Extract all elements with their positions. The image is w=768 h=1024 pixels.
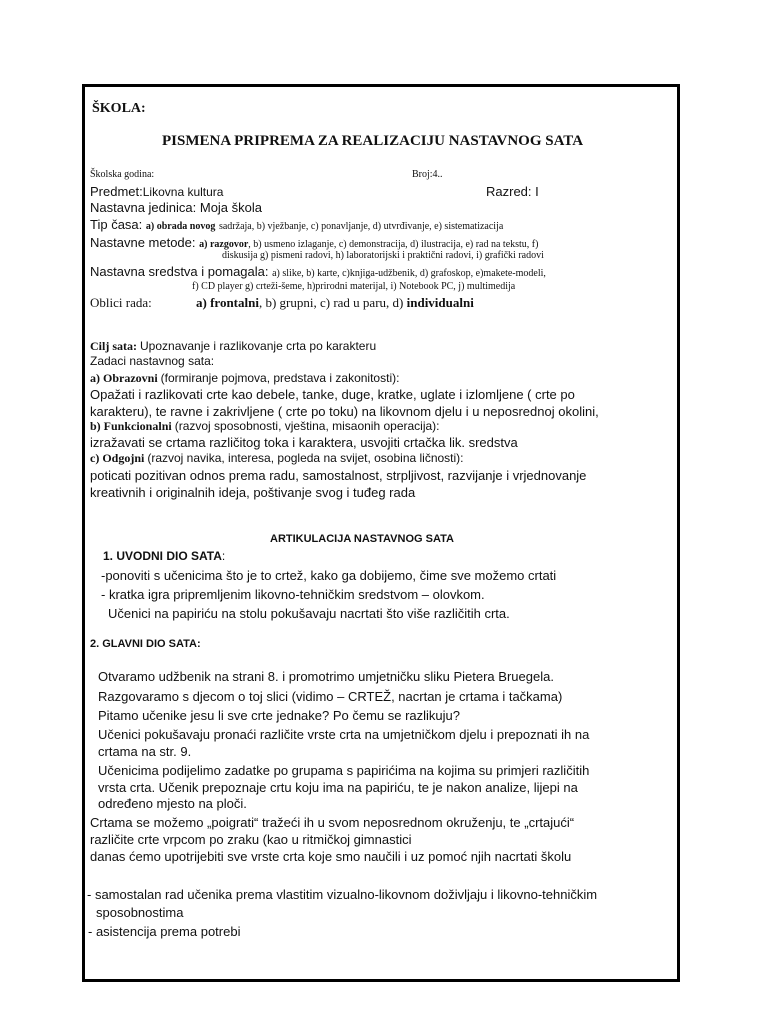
lesson-type-line <box>90 218 503 232</box>
methods-options-line2: diskusija g) pismeni radovi, h) laboratorijski i praktični radovi, i) grafički radovi <box>222 250 544 261</box>
main-line-11: danas ćemo upotrijebiti sve vrste crta koje smo naučili i uz pomoć njih nacrtati školu <box>90 849 572 864</box>
school-year-label: Školska godina: <box>90 169 155 180</box>
goal-value: Upoznavanje i razlikovanje crta po karakteru <box>140 339 377 353</box>
articulation-title: ARTIKULACIJA NASTAVNOG SATA <box>270 533 454 545</box>
methods-options: , b) usmeno izlaganje, c) demonstracija, d) ilustracija, e) rad na tekstu, f) <box>248 239 539 250</box>
functional-label: b) Funkcionalni <box>90 419 172 433</box>
final-line-2: sposobnostima <box>96 905 184 920</box>
main-line-6: Učenicima podijelimo zadatke po grupama s papirićima na kojima su primjeri različitih <box>98 763 590 778</box>
methods-selected: a) razgovor <box>199 239 249 250</box>
educational-label: a) Obrazovni <box>90 371 158 385</box>
subject-value: Likovna kultura <box>142 185 224 199</box>
upbringing-text-1: poticati pozitivan odnos prema radu, samostalnost, strpljivost, razvijanje i vrjednovanje <box>90 468 587 483</box>
unit-line <box>90 201 262 214</box>
resources-label: Nastavna sredstva i pomagala: <box>90 264 269 279</box>
main-line-7: vrsta crta. Učenik prepoznaje crtu koju ima na papiriću, te je nakon analize, lijepi na <box>98 780 578 795</box>
resources-line <box>90 265 546 279</box>
educational-text-1: Opažati i razlikovati crte kao debele, tanke, duge, kratke, uglate i izlomljene ( crte po <box>90 387 575 402</box>
upbringing-text-2: kreativnih i originalnih ideja, poštivanje svog i tuđeg rada <box>90 485 416 500</box>
work-forms-label: Oblici rada: <box>90 295 152 310</box>
unit-label: Nastavna jedinica: <box>90 200 197 215</box>
educational-text-2: karakteru), te ravne i zakrivljene ( crte po toku) na likovnom djelu i u neposrednoj okolini, <box>90 404 599 419</box>
resources-options-line2: f) CD player g) crteži-šeme, h)prirodni materijal, i) Notebook PC, j) multimedija <box>192 281 516 292</box>
tasks-label: Zadaci nastavnog sata: <box>90 354 215 368</box>
methods-line <box>90 236 538 250</box>
lesson-type-options: sadržaja, b) vježbanje, c) ponavljanje, d) utvrđivanje, e) sistematizacija <box>218 221 504 232</box>
final-line-3: - asistencija prema potrebi <box>88 924 241 939</box>
intro-line-1: -ponoviti s učenicima što je to crtež, kako ga dobijemo, čime sve možemo crtati <box>101 568 557 583</box>
work-form-others: , b) grupni, c) rad u paru, d) <box>258 295 404 310</box>
main-line-4: Učenici pokušavaju pronaći različite vrste crta na umjetničkom djelu i prepoznati ih na <box>98 727 590 742</box>
upbringing-label: c) Odgojni <box>90 451 145 465</box>
intro-line-3: Učenici na papiriću na stolu pokušavaju nacrtati što više različitih crta. <box>108 606 510 621</box>
number-label: Broj:4.. <box>412 169 443 180</box>
educational-line <box>90 372 399 384</box>
document-title: PISMENA PRIPREMA ZA REALIZACIJU NASTAVNOG SATA <box>162 133 584 149</box>
intro-section-label: 1. UVODNI DIO SATA <box>103 549 222 563</box>
goal-label: Cilj sata: <box>90 339 137 353</box>
functional-desc: (razvoj sposobnosti, vještina, misaonih operacija): <box>174 419 440 433</box>
upbringing-line <box>90 452 464 464</box>
educational-desc: (formiranje pojmova, predstava i zakonitosti): <box>160 371 400 385</box>
work-form-individual: individualni <box>406 295 474 310</box>
intro-section-heading: 1. UVODNI DIO SATA: <box>103 549 226 563</box>
main-section-heading: 2. GLAVNI DIO SATA: <box>90 638 201 650</box>
upbringing-desc: (razvoj navika, interesa, pogleda na svijet, osobina ličnosti): <box>147 451 464 465</box>
main-line-1: Otvaramo udžbenik na strani 8. i promotrimo umjetničku sliku Pietera Bruegela. <box>98 669 554 684</box>
methods-label: Nastavne metode: <box>90 235 196 250</box>
final-line-1: - samostalan rad učenika prema vlastitim vizualno-likovnom doživljaju i likovno-tehničkim <box>87 887 598 902</box>
main-line-8: određeno mjesto na ploči. <box>98 796 247 811</box>
goal-line <box>90 340 376 352</box>
subject-label: Predmet: <box>90 184 143 199</box>
unit-value: Moja škola <box>199 200 262 215</box>
work-form-frontal: a) frontalni <box>196 295 259 310</box>
functional-line <box>90 420 440 432</box>
main-line-2: Razgovaramo s djecom o toj slici (vidimo – CRTEŽ, nacrtan je crtama i tačkama) <box>98 689 563 704</box>
main-line-5: crtama na str. 9. <box>98 744 192 759</box>
lesson-type-selected: a) obrada novog <box>145 221 216 232</box>
subject-line <box>90 185 223 198</box>
main-line-10: različite crte vrpcom po zraku (kao u ritmičkoj gimnastici <box>90 832 412 847</box>
grade-label: Razred: I <box>486 184 539 199</box>
main-line-9: Crtama se možemo „poigrati“ tražeći ih u svom neposrednom okruženju, te „crtajući“ <box>90 815 575 830</box>
lesson-type-label: Tip časa: <box>90 217 143 232</box>
main-line-3: Pitamo učenike jesu li sve crte jednake? Po čemu se razlikuju? <box>98 708 461 723</box>
intro-line-2: - kratka igra pripremljenim likovno-tehničkim sredstvom – olovkom. <box>101 587 485 602</box>
resources-options: a) slike, b) karte, c)knjiga-udžbenik, d) grafoskop, e)makete-modeli, <box>272 268 546 279</box>
work-forms-options <box>196 296 474 309</box>
school-label: ŠKOLA: <box>92 101 146 116</box>
functional-text: izražavati se crtama različitog toka i karaktera, usvojiti crtačka lik. sredstva <box>90 435 518 450</box>
